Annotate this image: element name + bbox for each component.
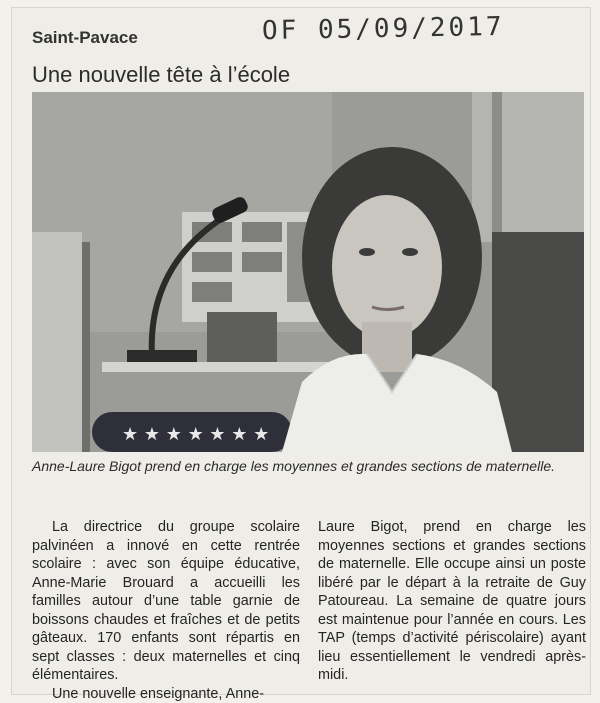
article-column-right	[318, 518, 586, 685]
body-paragraph	[32, 685, 300, 703]
body-text: La directrice du groupe scolaire palvinéen a innové en cette rentrée scolaire : avec son équipe éducative, Anne-Marie Brouard a accueilli les familles autour d’une table garnie de boissons chaudes et fraîches et de petits gâteaux. 170 enfants sont répartis en sept classes : deux maternelles et cinq élémentaires.	[32, 518, 300, 685]
handwritten-date: OF 05/09/2017	[262, 12, 505, 46]
body-text: Une nouvelle enseignante, Anne-	[32, 685, 300, 703]
article-photo	[32, 92, 584, 452]
body-paragraph: Laure Bigot, prend en charge les moyennes sections et grandes sections de maternelle. Elle occupe ainsi un poste libéré par le départ à la retraite de Guy Patoureau. La semaine de quatre jours est maintenue pour l’année en cours. Les TAP (temps d’activité périscolaire) ayant lieu essentiellement le vendredi après-midi.	[318, 518, 586, 685]
article-column-left	[32, 518, 300, 703]
svg-text:★ ★ ★ ★ ★ ★ ★: ★ ★ ★ ★ ★ ★ ★	[122, 424, 269, 445]
body-paragraph	[32, 518, 300, 685]
article-headline: Une nouvelle tête à l’école	[32, 62, 290, 88]
newspaper-clipping	[12, 8, 590, 694]
section-label: Saint-Pavace	[32, 28, 138, 48]
portrait-photo	[32, 92, 584, 452]
photo-caption: Anne-Laure Bigot prend en charge les moyennes et grandes sections de maternelle.	[32, 457, 584, 476]
